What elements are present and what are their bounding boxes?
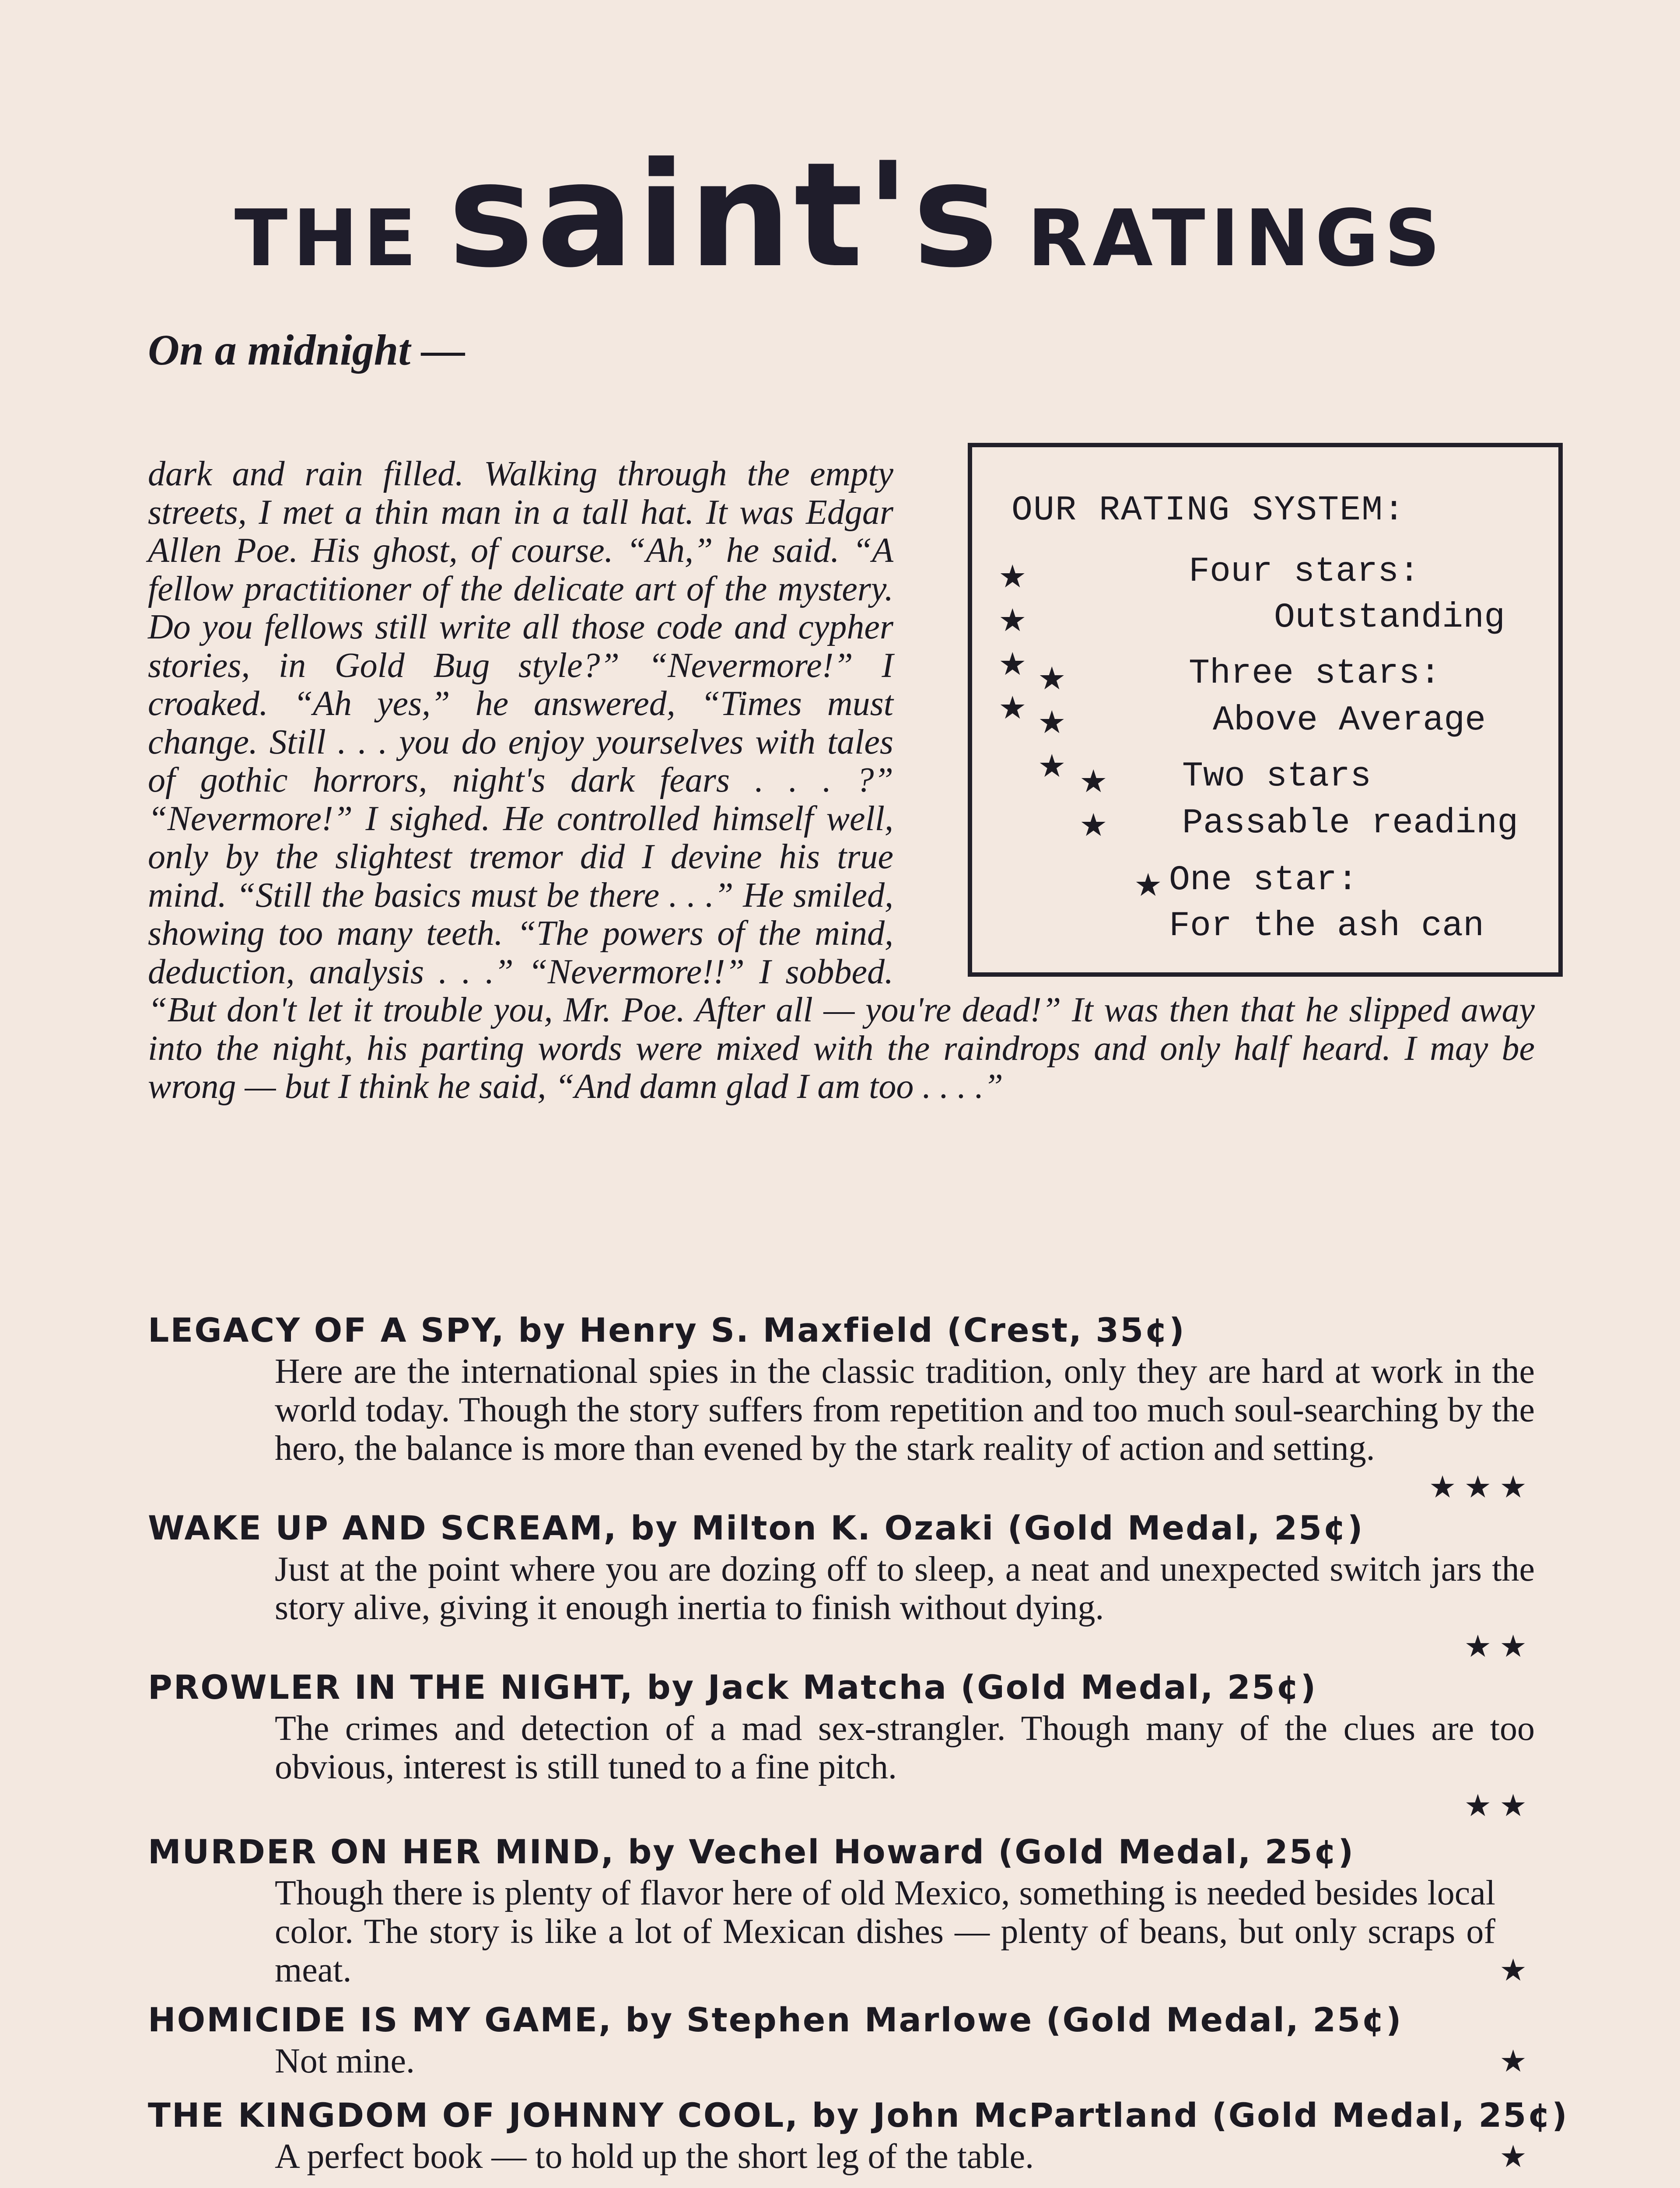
review-body: A perfect book — to hold up the short leg of the table.	[275, 2137, 1034, 2176]
page-title	[0, 131, 1680, 299]
rating-desc: Above Average	[1213, 701, 1486, 740]
reviews-list	[148, 1308, 1568, 2188]
intro-column	[148, 455, 1535, 1106]
review-body: Though there is plenty of flavor here of old Mexico, something is needed besides local color. The story is like a lot of Mexican dishes — plenty of beans, but only scraps of meat.	[275, 1874, 1495, 1989]
rating-desc: For the ash can	[1169, 906, 1484, 946]
rating-label: Four stars:	[1189, 552, 1420, 592]
review-item	[148, 2093, 1568, 2176]
review-heading: LEGACY OF A SPY, by Henry S. Maxfield (Crest, 35¢)	[148, 1311, 1186, 1350]
review-heading: PROWLER IN THE NIGHT, by Jack Matcha (Gold Medal, 25¢)	[148, 1668, 1317, 1707]
three-stars-icon: ★ ★ ★	[1038, 660, 1066, 784]
review-item	[148, 1506, 1535, 1666]
title-the: THE	[234, 193, 422, 284]
review-body: Here are the international spies in the classic tradition, only they are hard at work in the world today. Though the story suffers from repetition and too much soul-searching by the hero, the balance is more than evened by the stark reality of action and setting.	[275, 1352, 1535, 1468]
title-saints: saint's	[448, 131, 1001, 299]
rating-stars-icon: ★★★	[1428, 1469, 1535, 1505]
review-heading: HOMICIDE IS MY GAME, by Stephen Marlowe (Gold Medal, 25¢)	[148, 2000, 1403, 2039]
rating-system-title: OUR RATING SYSTEM:	[1012, 491, 1406, 530]
review-item	[148, 1308, 1535, 1506]
review-heading: WAKE UP AND SCREAM, by Milton K. Ozaki (Gold Medal, 25¢)	[148, 1508, 1364, 1547]
review-body: The crimes and detection of a mad sex-strangler. Though many of the clues are too obvious, interest is still tuned to a fine pitch.	[275, 1709, 1535, 1786]
rating-stars-icon: ★	[1499, 1952, 1535, 1988]
rating-label: Three stars:	[1189, 654, 1441, 694]
intro-lead: On a midnight —	[148, 326, 466, 374]
two-stars-icon: ★ ★	[1079, 763, 1108, 843]
review-heading: MURDER ON HER MIND, by Vechel Howard (Gold Medal, 25¢)	[148, 1832, 1355, 1871]
review-item	[148, 1830, 1535, 1989]
review-body: Just at the point where you are dozing off to sleep, a neat and unexpected switch jars the story alive, giving it enough inertia to finish without dying.	[275, 1550, 1535, 1627]
rating-desc: Outstanding	[1274, 598, 1505, 638]
title-ratings: RATINGS	[1027, 193, 1446, 284]
rating-stars-icon: ★	[1499, 2043, 1535, 2079]
four-stars-icon: ★ ★ ★ ★	[998, 558, 1027, 726]
intro-text: dark and rain filled. Walking through the empty streets, I met a thin man in a tall hat. It was Edgar Allen Poe. His ghost, of course. “Ah,” he said. “A fellow practitioner of the delicate art of the mystery. Do you fellows still write all those code and cypher stories, in Gold Bug style?” “Nevermore!” I croaked. “Ah yes,” he answered, “Times must change. Still . . . you do enjoy yourselves with tales of gothic horrors, night's dark fears . . . ?” “Nevermore!” I sighed. He controlled himself well, only by the slightest tremor did I devine his true mind. “Still the basics must be there . . .” He smiled, showing too many teeth. “The powers of the mind, deduction, analysis . . .” “Nevermore!!” I sobbed. “But don't let it trouble you, Mr. Poe. After all — you're dead!” It was then that he slipped away into the night, his parting words were mixed with the raindrops and only half heard. I may be wrong — but I think he said, “And damn glad I am too . . . .”	[148, 455, 1535, 1106]
one-star-icon: ★	[1134, 866, 1162, 903]
rating-desc: Passable reading	[1182, 803, 1519, 843]
rating-label: One star:	[1169, 860, 1358, 900]
review-item	[148, 1666, 1535, 1825]
rating-label: Two stars	[1182, 757, 1372, 796]
rating-stars-icon: ★	[1499, 2139, 1535, 2174]
rating-system-box	[968, 443, 1563, 977]
review-body: Not mine.	[275, 2042, 415, 2080]
rating-stars-icon: ★★	[1464, 1788, 1535, 1823]
review-heading: THE KINGDOM OF JOHNNY COOL, by John McPartland (Gold Medal, 25¢)	[148, 2096, 1568, 2135]
rating-stars-icon: ★★	[1464, 1628, 1535, 1664]
review-item	[148, 1998, 1535, 2080]
